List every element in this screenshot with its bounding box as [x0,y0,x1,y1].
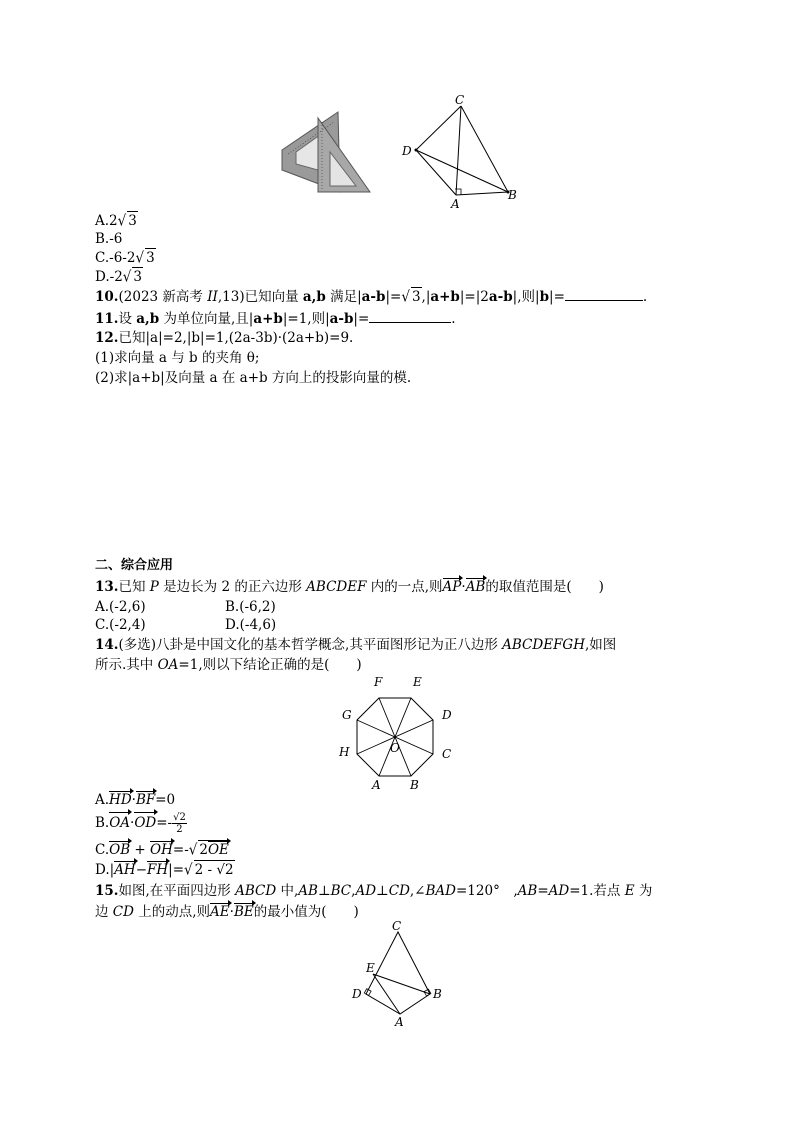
q15-text4: 为 [634,883,653,899]
q15-ad1: AD [355,883,377,899]
q14-opt-c-vector-oh: OH [150,842,173,858]
q15-line-2 [95,903,359,921]
oct-label-c: C [442,747,452,761]
q15-vector-ae: AE [210,904,230,920]
q15-vector-be: BE [233,904,254,920]
q9-label-a: A [451,197,460,210]
q13-vector-ab: AB [465,579,486,595]
q15-number: 15. [95,883,119,899]
q13-polygon: ABCDEF [306,579,367,595]
q13-dot: · [461,579,466,595]
q15-cd2: CD [112,904,134,920]
q9-label-c: C [455,93,465,107]
q11-text4: |= [353,311,370,327]
question-13 [95,578,604,596]
q15-ad2: AD [548,883,570,899]
q14-opt-b-fraction [172,812,187,835]
q13-options-row2 [95,616,276,634]
q9-option-c: C.-6-2√ 3 [95,249,155,267]
q14-opt-b-vector-oa: OA [109,812,130,834]
q15-ab2: AB [517,883,538,899]
q9-option-b [95,230,122,248]
question-12 [95,329,353,347]
q15-label-a: A [395,1015,404,1029]
q13-options-row1 [95,598,276,616]
q15-text1: 如图,在平面四边形 [118,883,236,899]
q11-amb: a-b [329,311,354,327]
q15-point-e: E [624,883,635,899]
q9-option-a-radicand: 3 [128,213,137,229]
q13-text3: 内的一点,则 [366,579,443,595]
section-heading: 二、综合应用 [95,558,174,573]
q14-opt-b-numerator: √2 [173,812,186,823]
q14-opt-c-vector-oe: OE [207,842,229,858]
question-11 [95,309,456,328]
q15-angle: ,∠ [409,883,426,899]
q15-perp1: ⊥ [317,883,331,899]
q14-oa: OA [157,657,179,673]
q13-option-a: A.(-2,6) [95,599,146,615]
q14-opt-d-eq: |= [168,862,185,878]
q15-bad: BAD [425,883,456,899]
q9-option-d-text: D.-2 [95,269,123,285]
q14-option-c: C.OB + OH=-√ 2OE [95,841,229,859]
q14-opt-d-radicand: 2 - √2 [194,862,234,878]
q14-opt-d-minus: − [135,862,148,878]
question-15: 15.如图,在平面四边形 ABCD 中,AB⊥BC,AD⊥CD,∠BAD=120° ,AB=AD=1.若点 E 为 [95,883,653,899]
q13-text2: 是边长为 2 的正六边形 [158,579,307,595]
q9-label-d: D [402,144,412,158]
q11-apb: a+b [253,311,283,327]
q12-text: 已知|a|=2,|b|=1,(2a-3b)·(2a+b)=9. [118,330,354,346]
q10-text1: 满足| [325,289,362,305]
q10-2amb: a-b [488,289,513,305]
q9-option-c-radicand: 3 [146,250,155,266]
q14-opt-a-vector-hd: HD [109,792,132,808]
q9-option-a-text: A.2 [95,213,118,229]
q15-cd1: CD [388,883,410,899]
q15-text6: 上的动点,则 [133,904,211,920]
q15-label-e: E [366,961,375,975]
q11-number: 11. [95,311,119,327]
q12-part-2: (2)求|a+b|及向量 a 在 a+b 方向上的投影向量的模. [95,370,412,386]
oct-label-f: F [374,675,383,689]
q15-bc: BC [330,883,352,899]
q13-point-p: P [149,579,159,595]
q13-text4: 的取值范围是( ) [485,579,604,595]
q14-text1: 八卦是中国文化的基本哲学概念,其平面图形记为正八边形 [156,637,503,653]
q14-opt-b-denominator: 2 [176,824,183,835]
q14-opt-c-label: C. [95,842,110,858]
q14-opt-d-vector-ah: AH [114,862,136,878]
oct-label-d: D [442,708,452,722]
q15-text2: 中, [276,883,299,899]
set-square-image [278,108,374,194]
oct-label-h: H [339,745,350,759]
q10-answer-blank[interactable] [565,287,643,301]
question-14 [95,636,616,654]
q14-option-a: A.HD·BF=0 [95,792,176,808]
q11-end: . [451,311,456,327]
q15-ab1: AB [298,883,318,899]
q14-opt-c-plus: + [130,842,151,858]
q14-text3: 所示.其中 [95,657,158,673]
q10-b: b [539,289,550,305]
q11-text2: 为单位向量,且| [159,311,254,327]
q14-opt-d-vector-fh: FH [147,862,169,878]
q14-text2: ,如图 [585,637,617,653]
q10-text: ,13)已知向量 [217,289,303,305]
q14-polygon: ABCDEFGH [502,637,585,653]
q9-option-d: D.-2√ 3 [95,268,142,286]
q13-text1: 已知 [118,579,150,595]
q15-text7: 的最小值为( ) [253,904,359,920]
q14-number: 14. [95,637,119,653]
q14-opt-b-label: B. [95,815,110,831]
q13-option-b: B.(-6,2) [225,599,276,615]
q14-opt-a-result: =0 [155,792,176,808]
q10-ab: a,b [302,289,326,305]
oct-label-a: A [372,778,381,792]
q14-option-b: B.OA·OD=- $\frac{√2}{2}$ [95,812,186,835]
q14-opt-a-vector-bf: BF [135,792,156,808]
q14-option-d: D.|AH−FH|=√ 2 - √2 [95,861,234,879]
q15-text5: 边 [95,904,113,920]
q14-line-2 [95,656,362,674]
q15-eq: = [537,883,549,899]
q14-opt-c-radicand [198,840,230,859]
q14-opt-c-eq: =- [172,842,189,858]
q10-text4: |=|2 [459,289,489,305]
q10-text2: |= [385,289,402,305]
q14-opt-c-coef: 2 [199,842,208,858]
q9-option-b-text: B.-6 [95,231,123,247]
q15-label-b: B [433,987,442,1001]
q9-option-a: A.2√ 3 [95,212,137,230]
q15-perp2: ⊥ [376,883,389,899]
q9-label-b: B [508,188,517,202]
q13-vector-ap: AP [442,579,462,595]
q14-opt-b-eq: =- [156,815,173,831]
q10-apb: a+b [430,289,460,305]
q10-text5: |,则| [512,289,540,305]
q14-opt-b-vector-od: OD [134,812,156,834]
q10-end: . [642,289,648,305]
q15-label-d: D [352,987,362,1001]
q12-part-1: (1)求向量 a 与 b 的夹角 θ; [95,350,260,366]
q15-figure [348,918,448,1030]
q15-quad: ABCD [235,883,277,899]
q13-option-d: D.(-4,6) [225,617,277,633]
q14-text4: =1,则以下结论正确的是( ) [178,657,362,673]
q11-text3: |=1,则| [282,311,330,327]
q15-degree: =120° [456,883,514,899]
q12-number: 12. [95,330,119,346]
oct-label-g: G [342,708,352,722]
q10-text6: |= [549,289,565,305]
q10-amb: a-b [361,289,386,305]
q13-option-c: C.(-2,4) [95,617,146,633]
q11-answer-blank[interactable] [369,309,451,323]
octagon-figure [335,672,465,792]
oct-label-e: E [413,675,422,689]
q15-dot: · [229,904,234,920]
q10-source-italic: II [207,289,218,305]
q10-source: (2023 新高考 [118,289,208,305]
q11-ab: a,b [136,311,160,327]
q9-option-c-text: C.-6-2 [95,250,136,266]
q10-number: 10. [95,289,119,305]
q14-opt-d-label: D.| [95,862,115,878]
q14-tag: (多选) [118,637,157,653]
q15-text3: =1.若点 [569,883,625,899]
q14-opt-a-label: A. [95,792,110,808]
q9-figure [398,92,523,210]
q10-text3: ,| [421,289,431,305]
question-10: 10.(2023 新高考 II,13)已知向量 a,b 满足|a-b|=√ 3,|a+b|=|2a-b|,则|b|= . [95,288,648,306]
q11-text1: 设 [118,311,137,327]
oct-label-o: O [390,741,400,755]
q9-option-d-radicand: 3 [133,269,142,285]
q10-radicand: 3 [411,289,421,305]
q14-opt-c-vector-ob: OB [109,842,131,858]
q13-number: 13. [95,579,119,595]
oct-label-b: B [410,778,419,792]
q15-label-c: C [392,919,402,933]
